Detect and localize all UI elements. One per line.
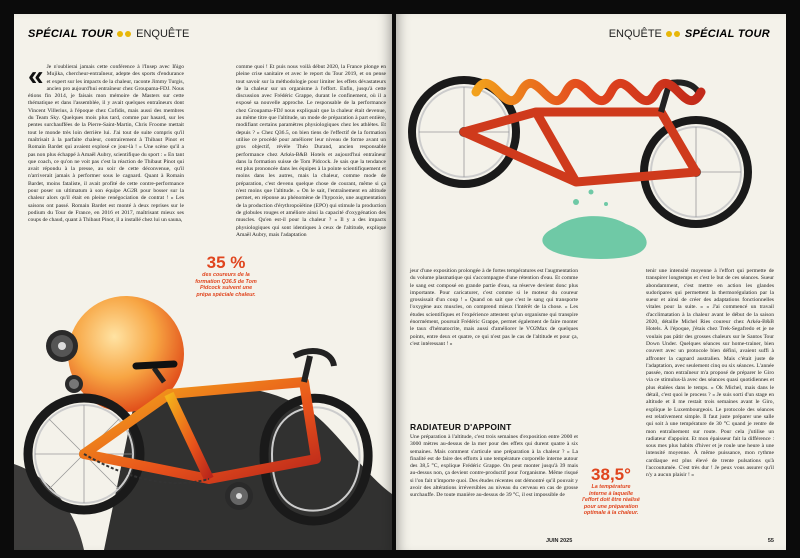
kicker-section-right: ENQUÊTE xyxy=(608,28,662,40)
kicker-section: ENQUÊTE xyxy=(136,28,190,40)
right-col1-text: jeur d'une exposition prolongée à de fortes températures est l'augmentation du volume plasmatique qui s'accompagne d'une rétention d'eau. Et comme le sang est composé en grande partie d'eau, sa réserve devient donc plus importante. Pour caricaturer, c'est comme si le moteur du coureur grossissait d'un coup ! » Quand on sait que c'est le sang qui transporte l'oxygène aux muscles, on comprend mieux l'intérêt de la chose. « Les études scientifiques et l'expérience attestent qu'un organisme qui transpire énormément, poursuit Frédéric Grappe, permet également de faire monter le taux d'hématocrite, mais aussi d'améliorer le VO2Max de quelques points, entre deux et quatre, ce qui n'est pas le cas de l'altitude et pour ça, c'est intéressant ! » xyxy=(410,268,578,347)
left-kicker xyxy=(28,28,189,40)
bike-heat-illustration xyxy=(406,52,778,262)
dropcap: « xyxy=(28,60,44,91)
pull-quote-big: 35 % xyxy=(206,253,246,272)
left-col2-text: comme quoi ! Et puis nous voilà début 2020, la France plonge en pleine crise sanitaire et avec le report du Tour 2019, et on pense tout savoir sur la méthodologie pour limiter les effets dévastateurs de la chaleur sur un organisme à l'effort. Enfin, jusqu'à cette discussion avec Frédéric Grappe, durant le confinement, où il a exposé sa nouvelle approche. Le responsable de la performance chez Groupama-FDJ nous expliquait que la chaleur était devenue, au même titre que l'altitude, un mode de préparation à part entière, modifiant certains paramètres physiologiques chez les athlètes. Et depuis ? « Chez Q36.5, on bien tiens de l'effectif de la formation utilise ce procédé pour améliorer leur niveau de forme avant un gros objectif, révèle Théo Durand, ancien responsable performance chez Arkéa-B&B Hotels et aujourd'hui entraîneur dans la formation suisse de Tom Pidcock. Je sais que la tendance est plus prononcée dans les équipes à la pointe scientifiquement et moins dans les autres, mais la chaleur, comme mode de préparation, c'est devenu quelque chose de courant, même si ça n'est moins que l'altitude. » On le sait, l'entraînement en altitude permet, en réponse au phénomène de l'hypoxie, une augmentation de la production d'érythropoïétine (EPO) qui stimule la production de globules rouges et améliore ainsi la capacité d'oxygénation des muscles. Qu'en est-il pour la chaleur ? « Il y a des impacts physiologiques qui sont identiques à ceux de l'altitude, explique Amaël Aubry, mais l'adaptation xyxy=(236,64,386,238)
sweat-drop-icon xyxy=(604,202,608,206)
pull-quote-small-right: La température interne à laquelle l'effort doit être réalisé pour une préparation optimale à la chaleur. xyxy=(582,484,640,517)
page-number: 55 xyxy=(767,538,774,544)
right-page xyxy=(396,14,786,550)
kicker-brand-right: SPÉCIAL TOUR xyxy=(684,28,770,40)
kicker-brand: SPÉCIAL TOUR xyxy=(28,28,114,40)
pull-quote-big-right: 38,5° xyxy=(591,465,631,484)
right-col2-text: tenir une intensité moyenne à l'effort qui permette de transpirer longtemps et c'est le but de ces séances. Sueur abondamment, c'est mettre en action les glandes sudoripares qui permettent la thermorégulation par la sueur et ainsi de créer des adaptations fonctionnelles vitales pour la suite. » « J'ai commencé un travail d'acclimatation à la chaleur avant le début de la saison 2020, détaille Michel Ries coureur chez Arkéa-B&B Hotels. À l'époque, j'étais chez Trek-Segafredo et je ne voulais pas pâtir des grosses chaleurs sur le Santos Tour Down Under. Quelques séances sur home-trainer, bien couvert avec un protocole bien défini, avaient suffi à affronter la cagnard australien. Mais c'était juste de l'adaptation, avec seulement cinq ou six séances. L'année passée, mon entraîneur m'a proposé de préparer le Giro via ce stimulus-là avec des séances quasi quotidiennes et plus étalées dans le temps. » Ok Michel, mais dans le détail, c'est quoi le process ? « Je suis sorti d'un stage en altitude et il me restait trois semaines avant le Giro, explique le Luxembourgeois. Le protocole des séances est relativement simple. Il faut juste préparer une salle qui soit à une température de 30 °C quand je rentre de mon entraînement sur route. Pour cela j'utilise un radiateur d'appoint. Et mon épaisseur fait la différence : sous mes plus habits d'hiver et je roule une heure à une intensité moyenne. À même puissance, mon rythme cardiaque est plus élevé de trente pulsations qu'à l'accoutumée. C'est très dur ! Je peux vous assurer qu'il n'y a aucun plaisir ! » xyxy=(646,268,774,479)
pull-quote-38 xyxy=(582,466,640,517)
kicker-dots-icon xyxy=(117,31,133,37)
right-column-1b xyxy=(410,434,578,534)
right-col1b-text: Une préparation à l'altitude, c'est trois semaines d'exposition entre 2000 et 3000 mètres au-dessus de la mer pour des effets qui durent quatre à six semaines. Mais comment s'articule une préparation à la chaleur ? « La finalité est de faire des efforts à une température corporelle interne autour des 38,5 °C, explique Frédéric Grappe. On peut monter jusqu'à 39 mais au-dessus non, ça devient contre-productif pour l'organisme. Même risqué si l'on fait n'importe quoi. Des études récentes ont démontré qu'il pouvait y avoir des altérations irréversibles au niveau du cerveau en cas de grosse surchauffe. De toute manière au-dessus de 39 °C, il est impossible de xyxy=(410,434,578,499)
sweat-puddle-icon xyxy=(542,216,646,259)
section-subhead: RADIATEUR D'APPOINT xyxy=(410,422,512,432)
gear-icon xyxy=(46,330,78,362)
right-column-2 xyxy=(646,268,774,536)
issue-date: JUIN 2025 xyxy=(546,538,573,544)
bike-sun-illustration xyxy=(14,264,392,550)
gear-icon xyxy=(225,482,253,510)
left-column-2 xyxy=(236,64,386,238)
kicker-dots-icon xyxy=(666,31,682,37)
gear-icon xyxy=(65,375,83,393)
left-page xyxy=(14,14,392,550)
sweat-drop-icon xyxy=(573,199,579,205)
left-col1-text: Je n'oublierai jamais cette conférence à l'Insep avec Iñigo Mujika, chercheur-entraîneur, adepte des sports d'endurance et expert sur les impacts de la chaleur, raconte Jimmy Turgis, ancien pro aujourd'hui entraîneur chez Groupama-FDJ. Nous étions fin 2014, je faisais mon mémoire de Masters sur cette thématique et dans l'assemblée, il y avait quelques entraîneurs dont Vincent Villerius, à l'époque chez Cofidis, mais aussi des membres du Team Sky. Quelques mois plus tard, comme par hasard, sur les pentes surchauffées de la Pierre-Saint-Martin, Chris Froome mettait tout le monde très loin derrière lui. J'ai tout de suite compris qu'il maîtrisait à la parfaite chaleur, contrairement à Thibaut Pinot et Romain Bardet qui avaient explosé ce jour-là ! » Une scène qu'il a pas non plus échappé à Amaël Aubry, scientifique du sport : « En tant que coach, ce qu'on ne voit pas c'est la réaction de Thibaut Pinot qui avait répondu à la presse, au soir de cette déconvenue, qu'il n'arriverait jamais à performer sous le cagnard. Quant à Romain Bardet, moins fataliste, il avait profité de cette contre-performance pour poser un ultimatum à son équipe AG2R pour bosser sur la chaleur alors qu'il était en pleine renégociation de contrat ! » Les saisons ont passé. Romain Bardet est monté à deux reprises sur le podium du Tour de France, en 2016 et 2017, maîtrisant mieux ses coups de chaud, quant à Thibaut Pinot, il a installé chez lui un sauna, xyxy=(28,64,184,224)
right-kicker xyxy=(609,28,770,40)
left-column-1 xyxy=(28,60,184,254)
right-column-1 xyxy=(410,268,578,420)
pull-quote-small: des coureurs de la formation Q36.5 de Tom Pidcock suivent une prépa spéciale chaleur. xyxy=(195,272,257,298)
sweat-drop-icon xyxy=(589,190,594,195)
